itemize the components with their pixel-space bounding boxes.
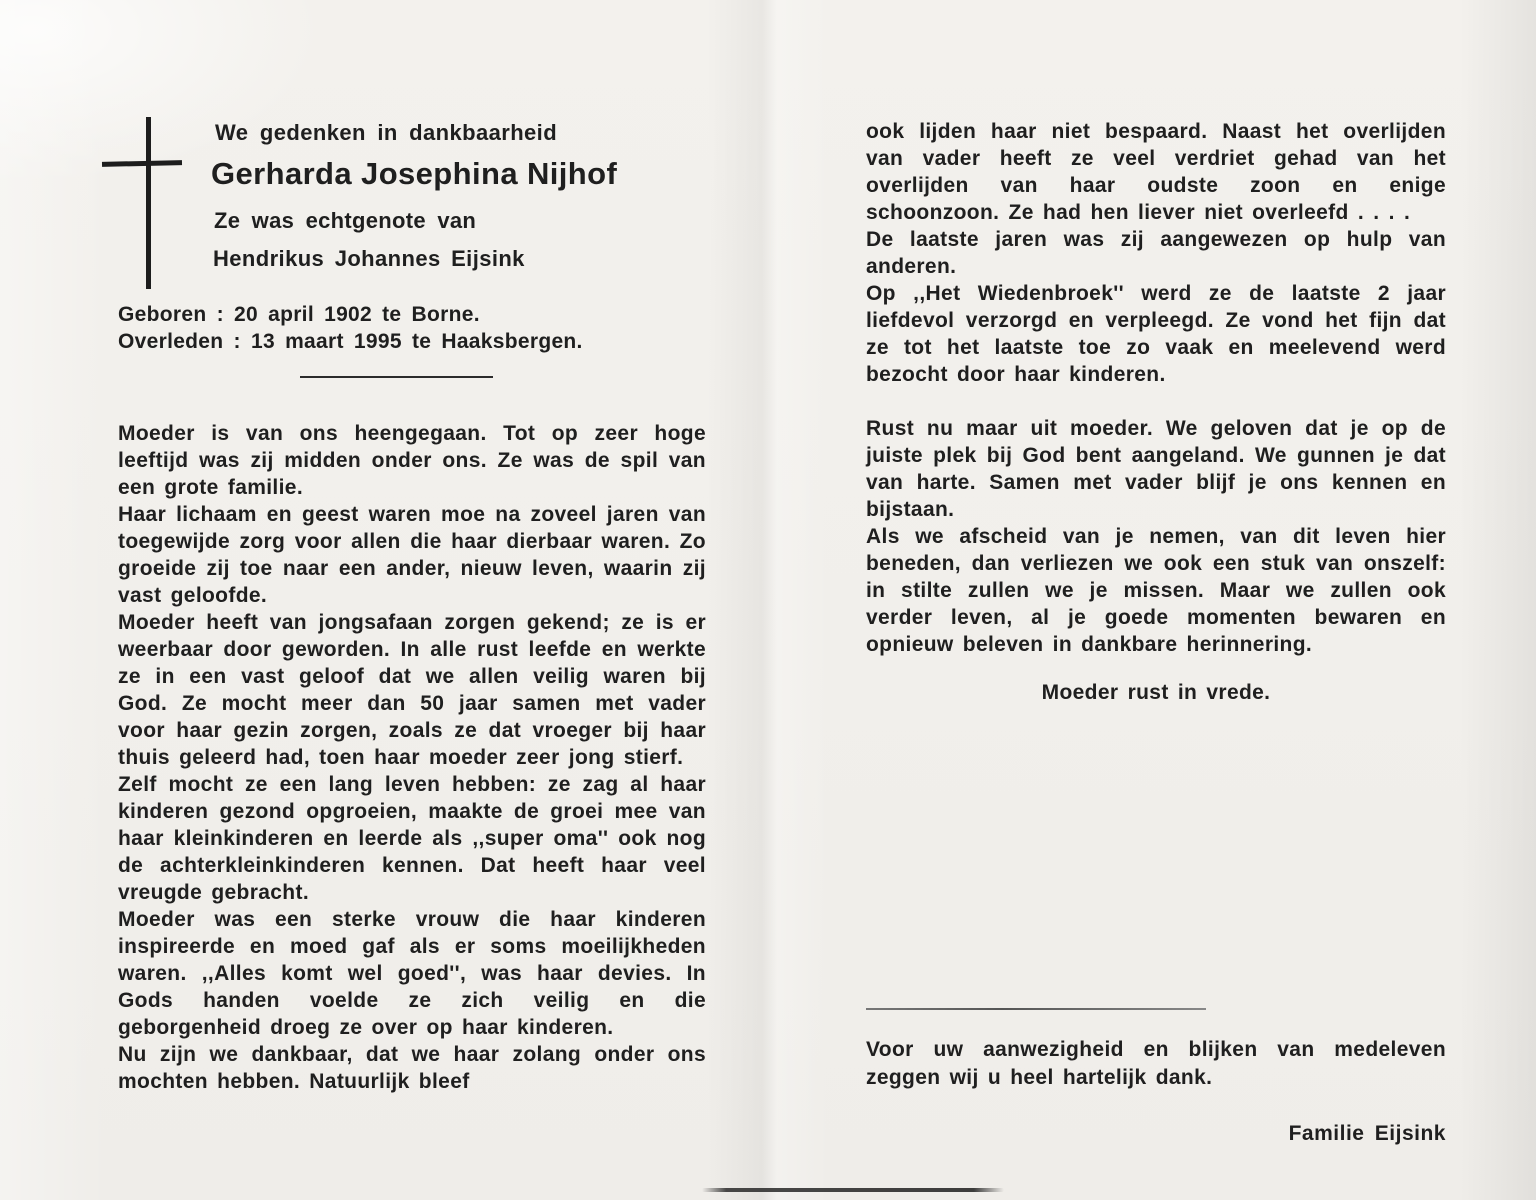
paragraph: Moeder is van ons heengegaan. Tot op zeer hoge leeftijd was zij midden onder ons. Ze was de spil van een grote familie.	[118, 422, 706, 499]
cross-icon	[100, 115, 186, 291]
paragraph: De laatste jaren was zij aangewezen op hulp van anderen.	[866, 228, 1446, 278]
cross-horizontal-bar	[102, 160, 182, 167]
thanks-text: Voor uw aanwezigheid en blijken van medeleven zeggen wij u heel hartelijk dank.	[866, 1038, 1446, 1089]
deceased-name: Gerharda Josephina Nijhof	[211, 156, 618, 191]
paragraph: Rust nu maar uit moeder. We geloven dat je op de juiste plek bij God bent aangeland. We gunnen je dat van harte. Samen met vader blijf je ons kennen en bijstaan.	[866, 417, 1446, 521]
paragraph: Als we afscheid van je nemen, van dit leven hier beneden, dan verliezen we ook een stuk van onszelf: in stilte zullen we je missen. Maar we zullen ook verder leven, al je goede momenten bewaren en opnieuw beleven in dankbare herinnering.	[866, 525, 1446, 656]
divider-line	[300, 376, 493, 378]
spouse-name: Hendrikus Johannes Eijsink	[213, 246, 525, 271]
birth-death-dates	[118, 301, 583, 355]
right-page-body	[866, 118, 1446, 706]
closing-line: Moeder rust in vrede.	[1041, 681, 1271, 704]
divider-line	[866, 1008, 1206, 1010]
born-line: Geboren : 20 april 1902 te Borne.	[118, 303, 480, 326]
paragraph: Moeder was een sterke vrouw die haar kinderen inspireerde en moed gaf als er soms moeilijkheden waren. ,,Alles komt wel goed'', was haar devies. In Gods handen voelde ze zich veilig en die geborgenheid droeg ze over op haar kinderen.	[118, 908, 706, 1039]
paragraph: Zelf mocht ze een lang leven hebben: ze zag al haar kinderen gezond opgroeien, maakte de groei mee van haar kleinkinderen en leerde als ,,super oma'' ook nog de achterkleinkinderen kennen. Dat heeft haar veel vreugde gebracht.	[118, 773, 706, 904]
paragraph: Op ,,Het Wiedenbroek'' werd ze de laatste 2 jaar liefdevol verzorgd en verpleegd. Ze vond het fijn dat ze tot het laatste toe zo vaak en meelevend werd bezocht door haar kinderen.	[866, 282, 1446, 386]
paragraph: Moeder heeft van jongsafaan zorgen gekend; ze is er weerbaar door geworden. In alle rust leefde en werkte ze in een vast geloof dat we allen veilig waren bij God. Ze mocht meer dan 50 jaar samen met vader voor haar gezin zorgen, zoals ze dat vroeger bij haar thuis geleerd had, toen haar moeder zeer jong stierf.	[118, 611, 706, 769]
acknowledgement-section	[866, 1008, 1446, 1146]
cross-vertical-bar	[146, 117, 151, 289]
family-signature: Familie Eijsink	[1288, 1122, 1446, 1145]
paragraph: ook lijden haar niet bespaard. Naast het overlijden van vader heeft ze veel verdriet gehad van het overlijden van haar oudste zoon en enige schoonzoon. Ze had hen liever niet overleefd . . . .	[866, 120, 1446, 224]
left-page-body	[118, 420, 706, 1095]
scan-artifact	[702, 1188, 1004, 1192]
died-line: Overleden : 13 maart 1995 te Haaksbergen.	[118, 330, 583, 353]
paragraph: Nu zijn we dankbaar, dat we haar zolang onder ons mochten hebben. Natuurlijk bleef	[118, 1043, 706, 1093]
paragraph: Haar lichaam en geest waren moe na zoveel jaren van toegewijde zorg voor allen die haar dierbaar waren. Zo groeide zij toe naar een ander, nieuw leven, waarin zij vast geloofde.	[118, 503, 706, 607]
spouse-intro-line: Ze was echtgenote van	[214, 208, 477, 233]
intro-line: We gedenken in dankbaarheid	[215, 120, 558, 145]
